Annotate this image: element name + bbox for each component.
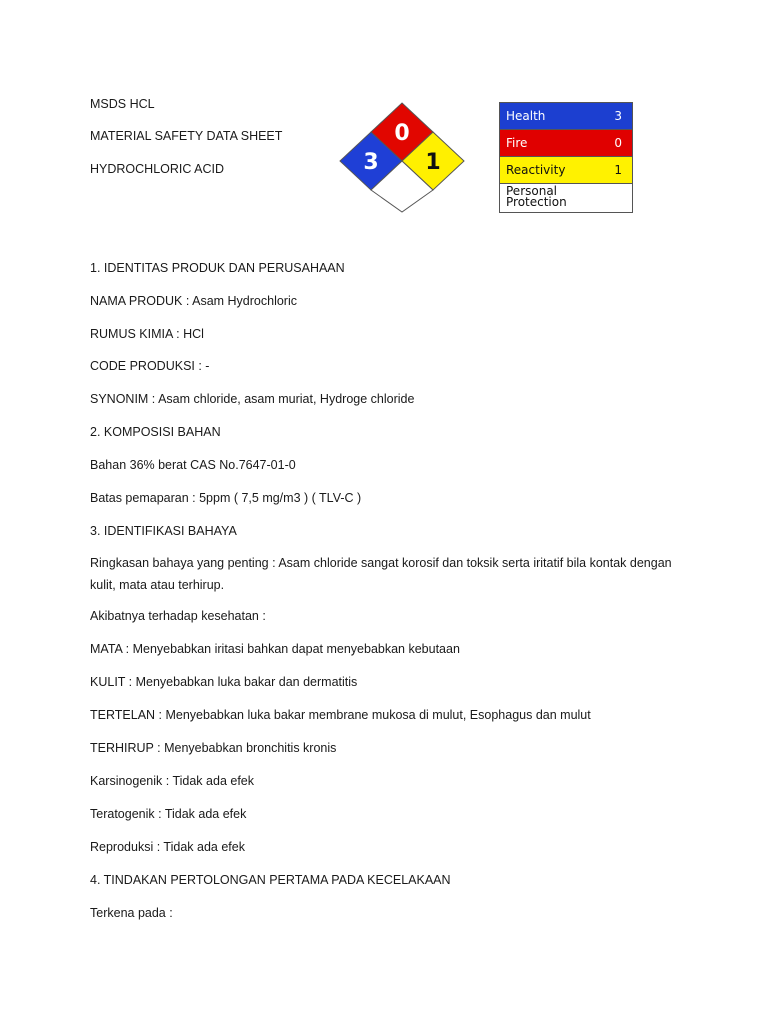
akibat-kesehatan: Akibatnya terhadap kesehatan : xyxy=(90,609,266,623)
doc-subtitle: MATERIAL SAFETY DATA SHEET xyxy=(90,129,283,143)
karsinogenik: Karsinogenik : Tidak ada efek xyxy=(90,774,254,788)
hmis-health-label: Health xyxy=(506,109,546,123)
hmis-reactivity-value: 1 xyxy=(614,163,622,177)
nfpa-health-value: 3 xyxy=(363,150,379,175)
hmis-ppe-line1: Personal xyxy=(506,184,558,198)
hmis-health-value: 3 xyxy=(614,109,622,123)
hmis-fire-label: Fire xyxy=(506,136,528,150)
efek-tertelan: TERTELAN : Menyebabkan luka bakar membrane mukosa di mulut, Esophagus dan mulut xyxy=(90,708,591,722)
teratogenik: Teratogenik : Tidak ada efek xyxy=(90,807,247,821)
code-produksi: CODE PRODUKSI : - xyxy=(90,359,210,373)
nfpa-fire-value: 0 xyxy=(394,121,410,146)
section-2-heading: 2. KOMPOSISI BAHAN xyxy=(90,425,221,439)
chemical-name: HYDROCHLORIC ACID xyxy=(90,162,225,176)
efek-mata: MATA : Menyebabkan iritasi bahkan dapat menyebabkan kebutaan xyxy=(90,642,460,656)
doc-title: MSDS HCL xyxy=(90,97,155,111)
rumus-kimia: RUMUS KIMIA : HCl xyxy=(90,327,204,341)
section-4-heading: 4. TINDAKAN PERTOLONGAN PERTAMA PADA KECELAKAAN xyxy=(90,873,451,887)
hmis-ppe-line2: Protection xyxy=(506,195,567,209)
hmis-ppe-row xyxy=(500,184,632,212)
hmis-label xyxy=(499,102,633,213)
nfpa-reactivity-value: 1 xyxy=(425,150,441,175)
reproduksi: Reproduksi : Tidak ada efek xyxy=(90,840,245,854)
synonim: SYNONIM : Asam chloride, asam muriat, Hydroge chloride xyxy=(90,392,415,406)
terkena-pada: Terkena pada : xyxy=(90,906,173,920)
batas-pemaparan: Batas pemaparan : 5ppm ( 7,5 mg/m3 ) ( TLV-C ) xyxy=(90,491,362,505)
hmis-reactivity-row xyxy=(500,157,632,184)
ringkasan-bahaya: Ringkasan bahaya yang penting : Asam chloride sangat korosif dan toksik serta iritatif bila kontak dengan kulit, mata atau terhirup. xyxy=(90,556,672,592)
bahan: Bahan 36% berat CAS No.7647-01-0 xyxy=(90,458,296,472)
nama-produk: NAMA PRODUK : Asam Hydrochloric xyxy=(90,294,297,308)
efek-kulit: KULIT : Menyebabkan luka bakar dan dermatitis xyxy=(90,675,358,689)
hmis-reactivity-label: Reactivity xyxy=(506,163,566,177)
section-3-heading: 3. IDENTIFIKASI BAHAYA xyxy=(90,524,237,538)
efek-terhirup: TERHIRUP : Menyebabkan bronchitis kronis xyxy=(90,741,337,755)
nfpa-diamond xyxy=(335,100,470,215)
hmis-health-row xyxy=(500,103,632,130)
hmis-fire-row xyxy=(500,130,632,157)
hmis-fire-value: 0 xyxy=(614,136,622,150)
section-1-heading: 1. IDENTITAS PRODUK DAN PERUSAHAAN xyxy=(90,261,345,275)
